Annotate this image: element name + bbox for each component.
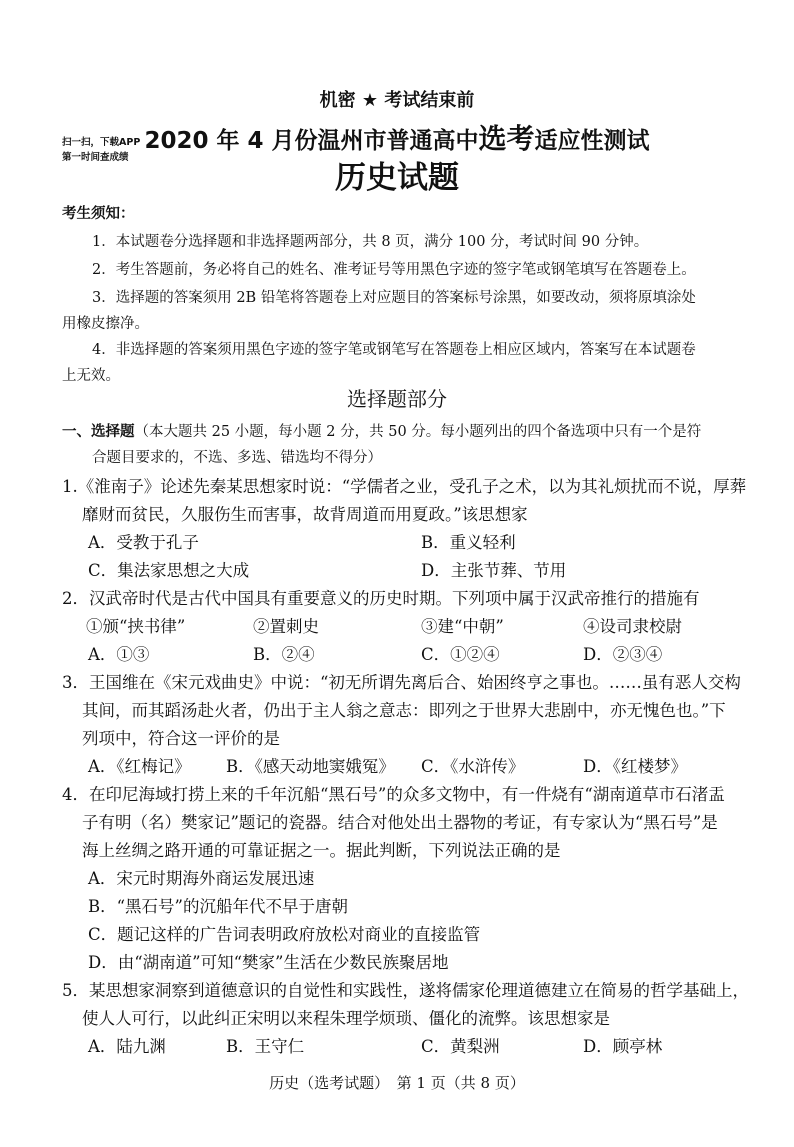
- question-3-option-b: B．《感天动地窦娥冤》: [226, 757, 395, 776]
- exam-title-pre: 2020 年 4 月份温州市普通高中: [144, 128, 479, 154]
- question-1-option-b: B．重义轻利: [421, 533, 516, 552]
- part-desc-line2: 合题目要求的，不选、多选、错选均不得分）: [92, 450, 382, 466]
- notice-heading: 考生须知：: [62, 206, 135, 222]
- part-heading: [62, 420, 701, 441]
- part-label: 一、选择题: [62, 424, 135, 440]
- notice-line: 1．本试题卷分选择题和非选择题两部分，共 8 页，满分 100 分，考试时间 90 分钟。: [92, 234, 649, 250]
- part-desc: （本大题共 25 小题，每小题 2 分，共 50 分。每小题列出的四个备选项中只有一个是符: [134, 424, 702, 440]
- question-1-option-c: C．集法家思想之大成: [88, 561, 250, 580]
- question-3-option-d: D．《红楼梦》: [583, 757, 687, 776]
- question-2-option-b: B．②④: [253, 645, 315, 664]
- question-2-option-a: A．①③: [88, 645, 150, 664]
- question-4-option-d: D．由“湖南道”可知“樊家”生活在少数民族聚居地: [88, 953, 449, 972]
- page-footer: 历史（选考试题） 第 1 页（共 8 页）: [269, 1074, 525, 1092]
- question-3-stem: 3．王国维在《宋元戏曲史》中说：“初无所谓先离后合、始困终亨之事也。……虽有恶人交构: [62, 673, 741, 692]
- notice-line: 上无效。: [62, 368, 120, 384]
- subject-title: 历史试题: [335, 160, 459, 196]
- question-2-stem: 2．汉武帝时代是古代中国具有重要意义的历史时期。下列项中属于汉武帝推行的措施有: [62, 589, 700, 608]
- question-5-stem: 5．某思想家洞察到道德意识的自觉性和实践性，遂将儒家伦理道德建立在简易的哲学基础上，: [62, 981, 749, 1000]
- confidential-label: 机密 ★ 考试结束前: [319, 90, 475, 111]
- question-2-option-d: D．②③④: [583, 645, 663, 664]
- question-4-option-c: C．题记这样的广告词表明政府放松对商业的直接监管: [88, 925, 481, 944]
- question-2-item-1: ①颁“挟书律”: [86, 617, 186, 636]
- question-2-option-c: C．①②④: [421, 645, 500, 664]
- question-3-option-a: A．《红梅记》: [88, 757, 191, 776]
- question-1-stem: 1.《淮南子》论述先秦某思想家时说：“学儒者之业，受孔子之术，以为其礼烦扰而不说，厚葬: [62, 477, 747, 496]
- scan-hint-line1: 扫一扫，下载APP: [62, 137, 141, 148]
- question-4-stem: 4．在印尼海域打捞上来的千年沉船“黑石号”的众多文物中，有一件烧有“湖南道草市石渚盂: [62, 785, 725, 804]
- exam-title-post: 适应性测试: [534, 128, 650, 154]
- question-3-option-c: C．《水浒传》: [421, 757, 525, 776]
- notice-line: 3．选择题的答案须用 2B 铅笔将答题卷上对应题目的答案标号涂黑，如要改动，须将原填涂处: [92, 290, 696, 306]
- question-4-option-b: B．“黑石号”的沉船年代不早于唐朝: [88, 897, 348, 916]
- question-1-stem: 靡财而贫民，久服伤生而害事，故背周道而用夏政。”该思想家: [82, 505, 528, 524]
- notice-line: 4．非选择题的答案须用黑色字迹的签字笔或钢笔写在答题卷上相应区域内，答案写在本试题卷: [92, 342, 696, 358]
- question-4-stem: 子有明（名）樊家记”题记的瓷器。结合对他处出土器物的考证，有专家认为“黑石号”是: [82, 813, 718, 832]
- notice-line: 2．考生答题前，务必将自己的姓名、准考证号等用黑色字迹的签字笔或钢笔填写在答题卷上。: [92, 262, 696, 278]
- scan-hint-line2: 第一时间查成绩: [62, 152, 129, 163]
- exam-title-bold: 选考: [478, 122, 535, 155]
- question-2-item-3: ③建“中朝”: [421, 617, 504, 636]
- question-5-option-d: D．顾亭林: [583, 1037, 663, 1056]
- section-title: 选择题部分: [347, 387, 447, 411]
- question-2-item-2: ②置刺史: [253, 617, 319, 636]
- question-5-stem: 使人人可行，以此纠正宋明以来程朱理学烦琐、僵化的流弊。该思想家是: [82, 1009, 610, 1028]
- notice-line: 用橡皮擦净。: [62, 316, 149, 332]
- question-5-option-b: B．王守仁: [226, 1037, 305, 1056]
- question-5-option-a: A．陆九渊: [88, 1037, 166, 1056]
- question-4-stem: 海上丝绸之路开通的可靠证据之一。据此判断，下列说法正确的是: [82, 841, 561, 860]
- question-1-option-d: D．主张节葬、节用: [421, 561, 567, 580]
- question-4-option-a: A．宋元时期海外商运发展迅速: [88, 869, 315, 888]
- question-2-item-4: ④设司隶校尉: [583, 617, 682, 636]
- question-1-option-a: A．受教于孔子: [88, 533, 199, 552]
- question-3-stem: 其间，而其蹈汤赴火者，仍出于主人翁之意志：即列之于世界大悲剧中，亦无愧色也。”下: [82, 701, 726, 720]
- question-5-option-c: C．黄梨洲: [421, 1037, 500, 1056]
- question-3-stem: 列项中，符合这一评价的是: [82, 729, 280, 748]
